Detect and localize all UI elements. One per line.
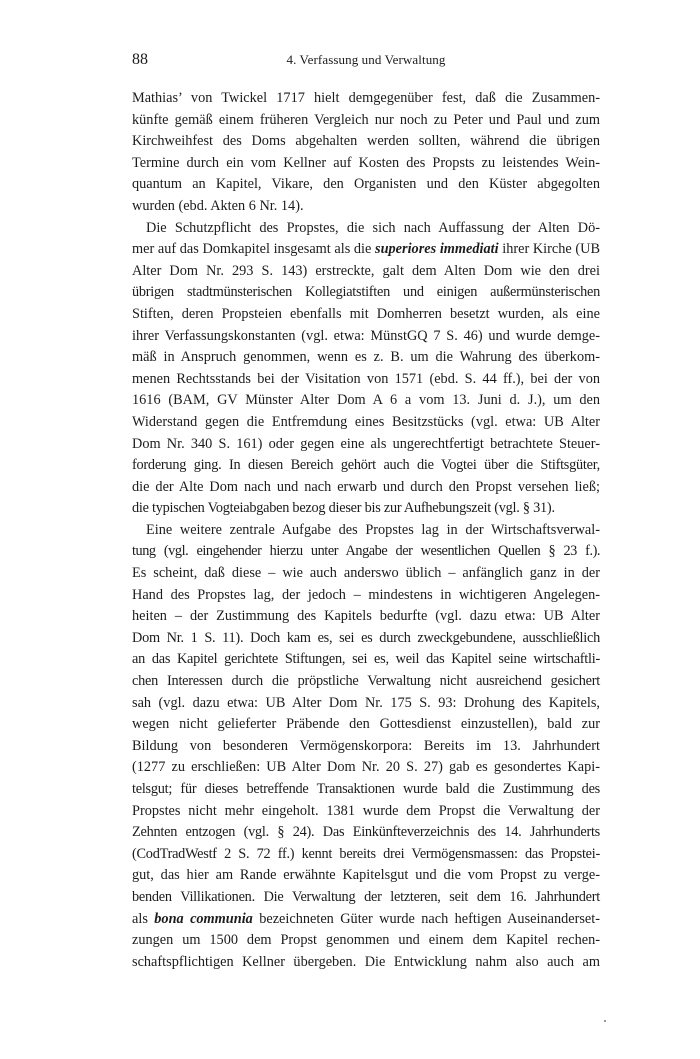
- text-line: forderung ging. In diesen Bereich gehört auch die Vogtei über die Stiftsgüter,: [132, 457, 600, 474]
- text-line: Hand des Propstes lag, der jedoch – mindestens in wichtigeren Angelegen-: [132, 586, 600, 603]
- text-line: heiten – der Zustimmung des Kapitels bedurfte (vgl. dazu etwa: UB Alter: [132, 608, 600, 625]
- text-line: Zehnten entzogen (vgl. § 24). Das Einkünfteverzeichnis des 14. Jahrhunderts: [132, 824, 600, 841]
- italic-term: superiores immediati: [375, 241, 499, 258]
- running-title: 4. Verfassung und Verwaltung: [286, 52, 446, 67]
- text-line: übrigen stadtmünsterischen Kollegiatstiften und einigen außermünsterischen: [132, 284, 600, 301]
- text-line: Eine weitere zentrale Aufgabe des Propstes lag in der Wirtschaftsverwal-: [146, 521, 600, 538]
- text-line: tung (vgl. eingehender hierzu unter Angabe der wesentlichen Quellen § 23 f.).: [132, 543, 600, 560]
- text-segment: bezeichneten Güter wurde nach heftigen Auseinanderset-: [252, 910, 600, 927]
- text-line: die typischen Vogteiabgaben bezog dieser bis zur Aufhebungszeit (vgl. § 31).: [132, 500, 555, 517]
- text-line: Es scheint, daß diese – wie auch anderswo üblich – anfänglich ganz in der: [132, 565, 600, 582]
- text-line: Widerstand gegen die Entfremdung eines Besitzstücks (vgl. etwa: UB Alter: [132, 413, 600, 430]
- text-line: Propstes nicht mehr eingeholt. 1381 wurde dem Propst die Verwaltung der: [132, 802, 600, 819]
- text-line: Dom Nr. 340 S. 161) oder gegen eine als ungerechtfertigt betrachtete Steuer-: [132, 435, 600, 452]
- text-line: Kirchweihfest des Doms abgehalten werden sollten, während die übrigen: [132, 133, 600, 150]
- text-line: ihrer Verfassungskonstanten (vgl. etwa: MünstGQ 7 S. 46) und wurde demge-: [132, 327, 600, 344]
- text-line: chen Interessen durch die pröpstliche Verwaltung nicht ausreichend gesichert: [132, 673, 600, 690]
- text-line: die der Alte Dom nach und nach erwarb und durch den Propst versehen ließ;: [132, 478, 600, 495]
- text-line: 1616 (BAM, GV Münster Alter Dom A 6 a vom 13. Juni d. J.), um den: [132, 392, 600, 409]
- text-line: Termine durch ein vom Kellner auf Kosten des Propsts zu leistendes Wein-: [132, 154, 600, 171]
- text-line: Alter Dom Nr. 293 S. 143) erstreckte, galt dem Alten Dom wie den drei: [132, 262, 600, 279]
- text-line: [132, 239, 600, 261]
- text-line: an das Kapitel gerichtete Stiftungen, sei es, weil das Kapitel seine wirtschaftli-: [132, 651, 600, 668]
- text-segment: als: [132, 910, 155, 927]
- text-line: Mathias’ von Twickel 1717 hielt demgegenüber fest, daß die Zusammen-: [132, 90, 600, 106]
- text-segment: ihrer Kirche (UB: [498, 241, 601, 258]
- text-line: quantum an Kapitel, Vikare, den Organisten und den Küster abgegolten: [132, 176, 600, 193]
- text-line: (1277 zu erschließen: UB Alter Dom Nr. 20 S. 27) gab es gesondertes Kapi-: [132, 759, 600, 776]
- text-line: Stiften, deren Propsteien ebenfalls mit Domherren besetzt wurden, als eine: [132, 305, 600, 322]
- italic-term: bona communia: [154, 910, 253, 927]
- text-line: Dom Nr. 1 S. 11). Doch kam es, sei es durch zweckgebundene, ausschließlich: [132, 629, 600, 646]
- corner-mark: [604, 1020, 606, 1022]
- text-line: telsgut; für dieses betreffende Transaktionen wurde bald die Zustimmung des: [132, 781, 600, 797]
- text-line: benden Villikationen. Die Verwaltung der letzteren, seit dem 16. Jahrhundert: [132, 888, 600, 905]
- running-head: [132, 50, 600, 72]
- text-line: (CodTradWestf 2 S. 72 ff.) kennt bereits drei Vermögensmassen: das Propstei-: [132, 845, 600, 862]
- text-line: Bildung von besonderen Vermögenskorpora: Bereits im 13. Jahrhundert: [132, 737, 600, 754]
- text-line: künfte gemäß einem früheren Vergleich nur noch zu Peter und Paul und zum: [132, 111, 600, 128]
- text-line: mäß in Anspruch genommen, wenn es z. B. um die Wahrung des überkom-: [132, 349, 600, 366]
- text-line: sah (vgl. dazu etwa: UB Alter Dom Nr. 175 S. 93: Drohung des Kapitels,: [132, 694, 600, 711]
- text-segment: mer auf das Domkapitel insgesamt als die: [132, 241, 376, 258]
- text-line: gut, das hier am Rande erwähnte Kapitelsgut und die vom Propst zu verge-: [132, 867, 600, 884]
- text-line: Die Schutzpflicht des Propstes, die sich nach Auffassung der Alten Dö-: [146, 219, 600, 236]
- text-line: zungen um 1500 dem Propst genommen und einem dem Kapitel rechen-: [132, 932, 600, 949]
- text-line: wegen nicht gelieferter Präbende den Gottesdienst einzustellen), bald zur: [132, 716, 600, 733]
- body-text: [132, 88, 600, 973]
- text-line: menen Rechtsstands bei der Visitation von 1571 (ebd. S. 44 ff.), bei der von: [132, 370, 600, 387]
- page-number: 88: [132, 51, 148, 68]
- text-line: schaftspflichtigen Kellner übergeben. Die Entwicklung nahm also auch am: [132, 953, 600, 970]
- text-line: wurden (ebd. Akten 6 Nr. 14).: [132, 197, 304, 214]
- text-line: [132, 909, 600, 931]
